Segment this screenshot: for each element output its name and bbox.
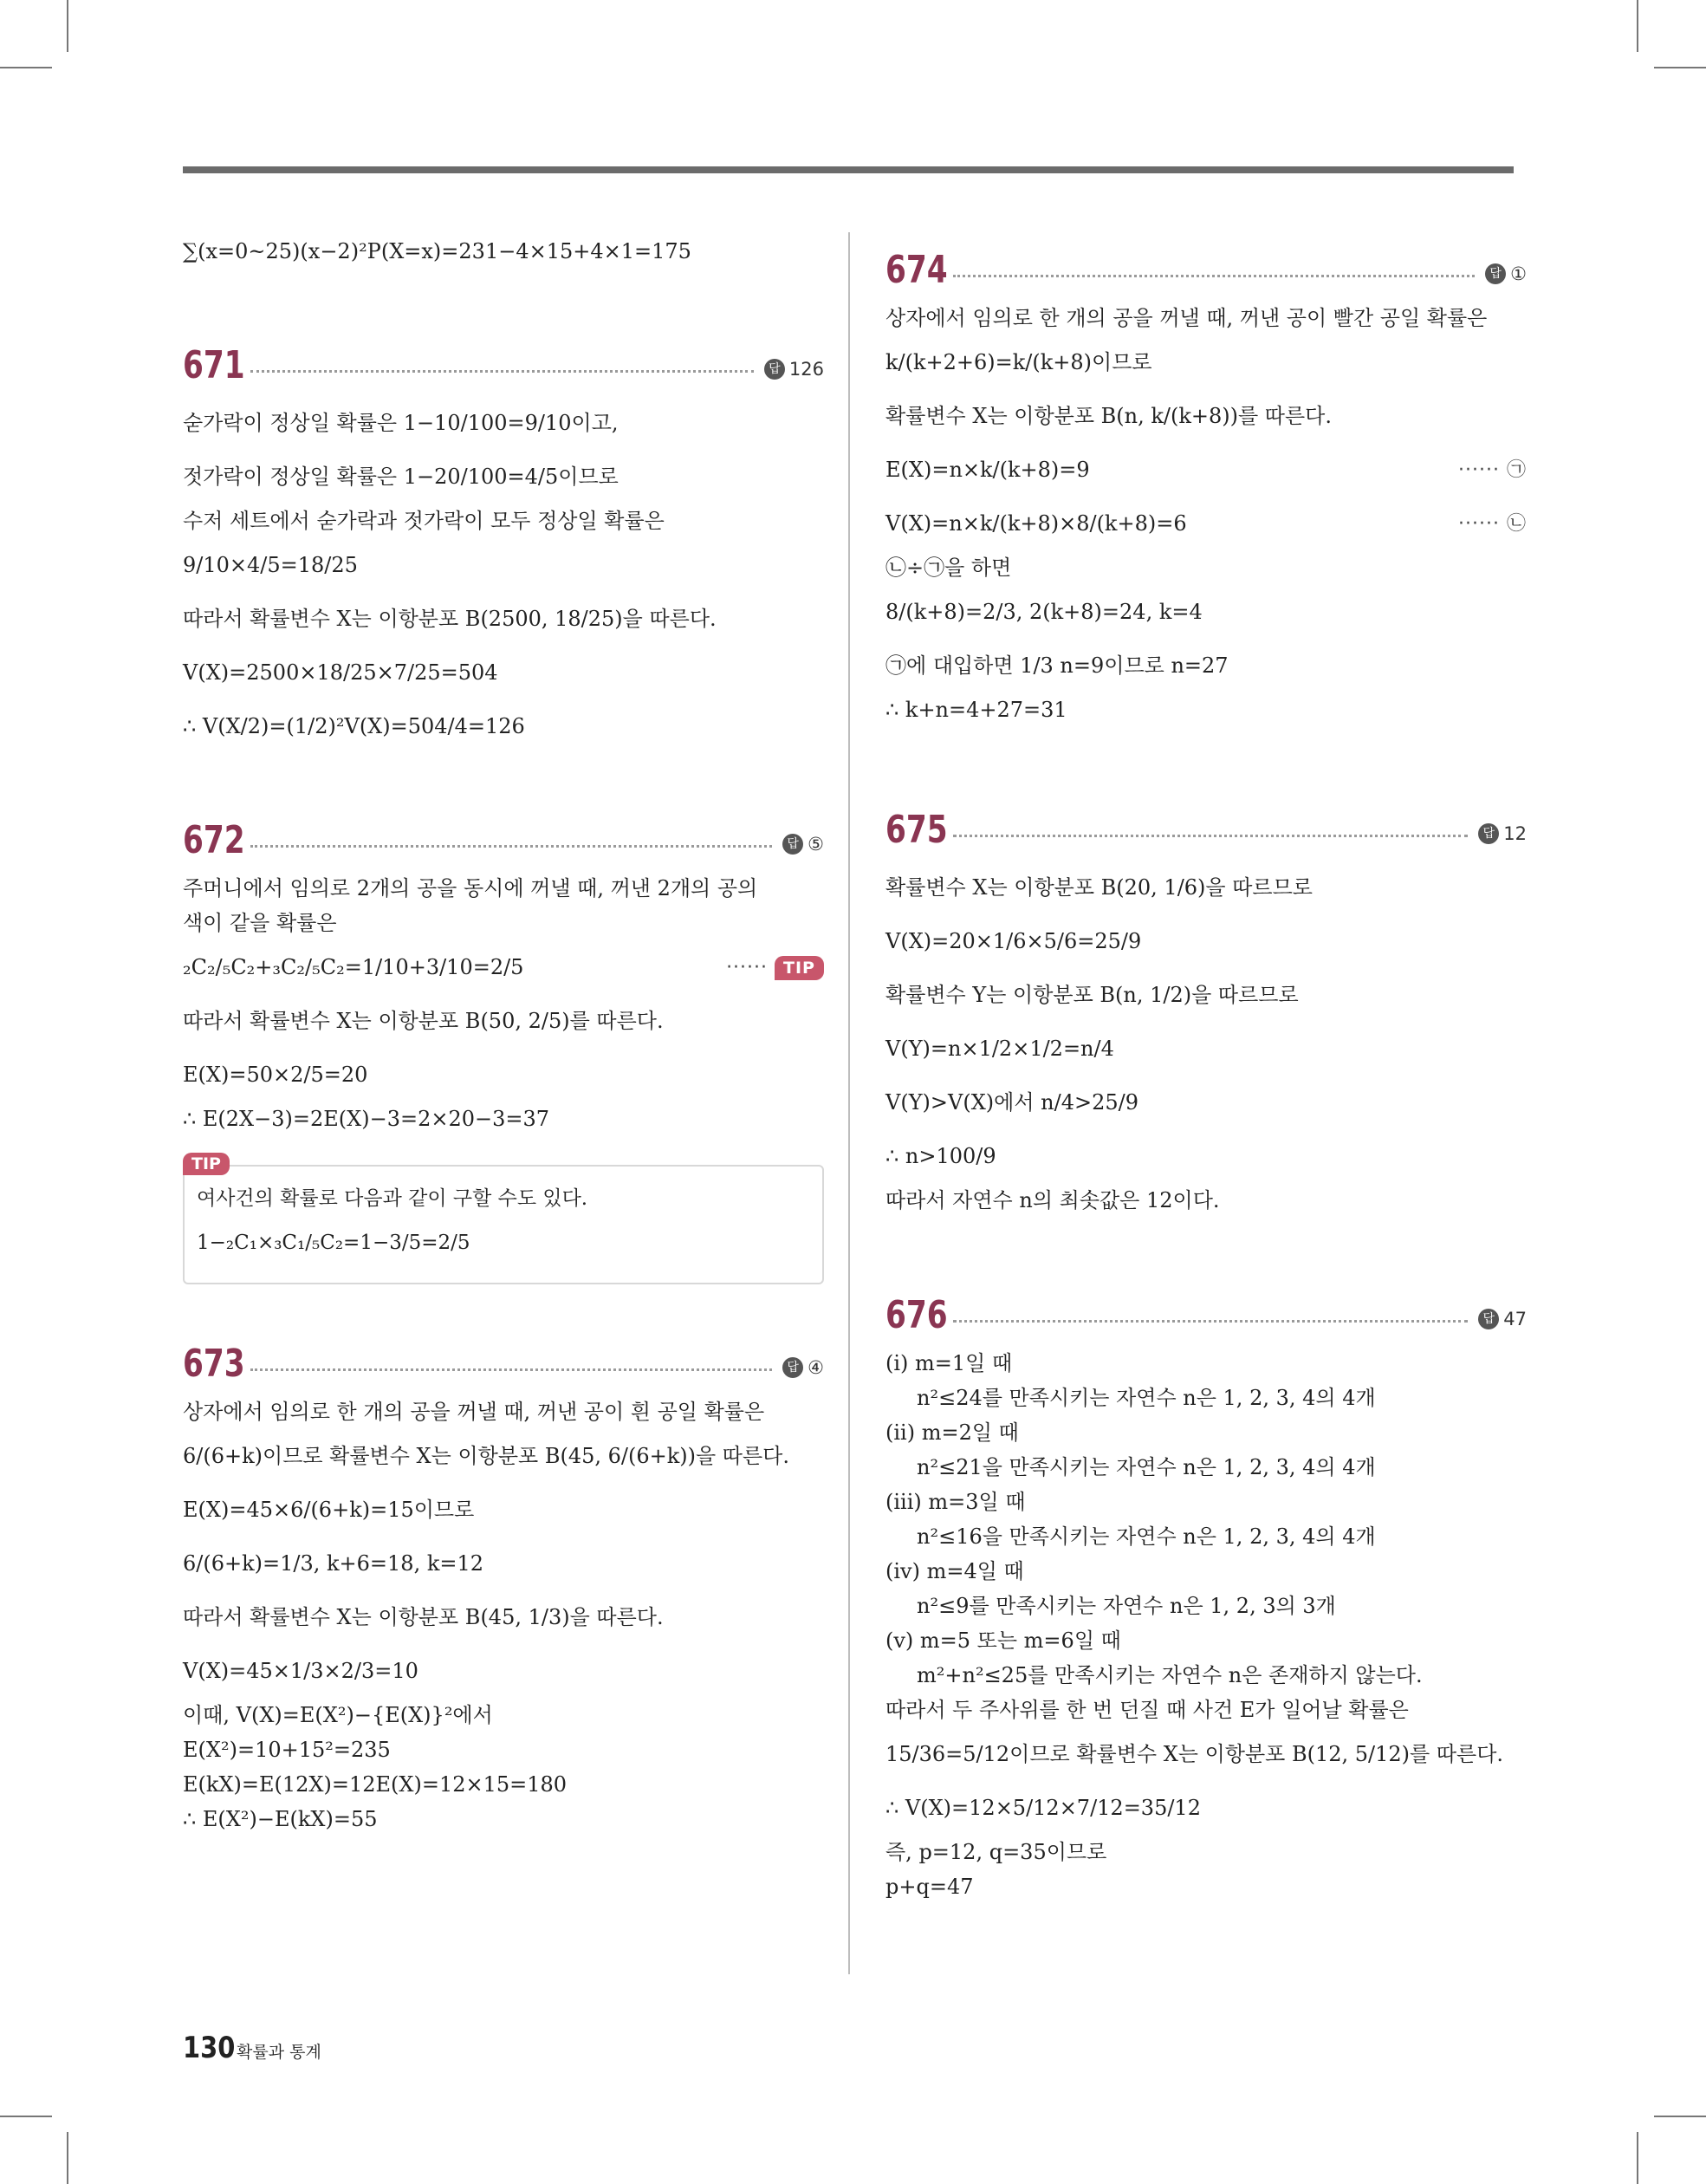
case-heading: (iii) m=3일 때 [885,1490,1026,1515]
solution-line: 따라서 확률변수 X는 이항분포 B(2500, 18/25)을 따른다. [183,607,717,632]
solution-line: 상자에서 임의로 한 개의 공을 꺼낼 때, 꺼낸 공이 빨간 공일 확률은 [885,306,1488,331]
section-title: 확률과 통계 [237,2043,321,2062]
solution-line: 수저 세트에서 숟가락과 젓가락이 모두 정상일 확률은 [183,509,665,534]
problem-671 [183,321,824,754]
case-heading: (i) m=1일 때 [885,1351,1013,1376]
answer-value: ④ [808,1357,824,1378]
tip-marker: ······ TIP [726,956,824,981]
problem-number: 676 [885,1293,948,1337]
solution-line: 6/(6+k)=1/3, k+6=18, k=12 [183,1551,484,1576]
case-detail: n²≤21을 만족시키는 자연수 n은 1, 2, 3, 4의 4개 [917,1455,1376,1480]
problem-header [885,785,1527,852]
solution-line: 8/(k+8)=2/3, 2(k+8)=24, k=4 [885,600,1203,625]
solution-line: ∴ E(X²)−E(kX)=55 [183,1807,378,1832]
answer-value: 126 [788,359,824,380]
solution-line: V(X)=2500×18/25×7/25=504 [183,660,498,686]
answer [1485,263,1527,284]
leader-dots [250,370,754,373]
solution-line: ∴ n>100/9 [885,1144,996,1169]
answer-icon: 답 [1478,823,1499,844]
answer-value: ⑤ [808,834,824,855]
crop-mark [0,67,52,68]
solution-line: p+q=47 [885,1875,974,1900]
case-heading: (v) m=5 또는 m=6일 때 [885,1628,1121,1654]
solution-line: E(X)=50×2/5=20 [183,1063,368,1088]
crop-mark [0,2116,52,2117]
problem-header [885,1271,1527,1335]
problem-header [183,321,824,385]
leader-dots [953,835,1468,837]
page-footer [183,2031,321,2065]
leader-dots [953,275,1475,277]
answer-icon: 답 [1478,1309,1499,1329]
case-heading: (ii) m=2일 때 [885,1420,1019,1446]
answer [764,359,824,380]
solution-line: E(X)=45×6/(6+k)=15이므로 [183,1498,475,1523]
crop-mark [67,0,68,52]
crop-mark [1637,0,1638,52]
solution-line: V(X)=20×1/6×5/6=25/9 [885,929,1142,954]
solution-line: 따라서 확률변수 X는 이항분포 B(45, 1/3)을 따른다. [183,1605,664,1630]
tip-box [183,1154,824,1284]
solution-line: 즉, p=12, q=35이므로 [885,1840,1107,1865]
answer [1478,1309,1527,1329]
case-detail: n²≤24를 만족시키는 자연수 n은 1, 2, 3, 4의 4개 [917,1386,1376,1411]
problem-675 [885,785,1527,1219]
problem-number: 673 [183,1342,245,1386]
solution-line: ㉡÷㉠을 하면 [885,556,1012,581]
solution-line: 따라서 자연수 n의 최솟값은 12이다. [885,1188,1220,1213]
solution-line: 따라서 확률변수 X는 이항분포 B(50, 2/5)를 따른다. [183,1009,664,1034]
problem-header [183,1319,824,1386]
solution-line: ∴ V(X)=12×5/12×7/12=35/12 [885,1796,1201,1821]
solution-line: V(X)=45×1/3×2/3=10 [183,1659,418,1684]
solution-line: k/(k+2+6)=k/(k+8)이므로 [885,350,1152,375]
column-divider [848,232,850,1974]
problem-header [183,796,824,860]
problem-672 [183,796,824,1284]
answer [782,834,824,855]
right-column [885,225,1527,1905]
problem-674 [885,225,1527,728]
leader-dots [250,845,772,848]
answer-value: 47 [1503,1309,1527,1329]
tip-label: TIP [183,1153,230,1175]
case-detail: m²+n²≤25를 만족시키는 자연수 n은 존재하지 않는다. [917,1663,1423,1688]
tip-line: 여사건의 확률로 다음과 같이 구할 수도 있다. [197,1187,588,1211]
page-number: 130 [183,2031,236,2065]
solution-line: V(Y)=n×1/2×1/2=n/4 [885,1037,1114,1062]
leader-dots [250,1368,772,1371]
solution-line: E(X²)=10+15²=235 [183,1738,391,1763]
solution-text: E(X)=n×k/(k+8)=9 [885,458,1090,483]
left-column [183,225,824,1837]
solution-line [885,444,1527,497]
problem-number: 674 [885,248,948,292]
crop-mark [1654,67,1706,68]
top-rule [183,166,1514,173]
crop-mark [1654,2116,1706,2117]
solution-line: 색이 같을 확률은 [183,911,337,936]
solution-line: 9/10×4/5=18/25 [183,553,358,578]
solution-line [183,941,824,995]
answer-icon: 답 [764,359,785,380]
answer-value: 12 [1503,823,1527,844]
crop-mark [67,2132,68,2184]
answer-icon: 답 [782,834,803,855]
solution-line: E(kX)=E(12X)=12E(X)=12×15=180 [183,1772,568,1797]
equation-mark: ······ ㉠ [1458,458,1527,481]
case-detail: n²≤9를 만족시키는 자연수 n은 1, 2, 3의 3개 [917,1594,1336,1619]
answer-icon: 답 [1485,263,1506,284]
equation-mark: ······ ㉡ [1458,512,1527,535]
solution-line: 확률변수 X는 이항분포 B(20, 1/6)을 따르므로 [885,875,1313,900]
solution-line [885,497,1527,551]
solution-text: ₂C₂/₅C₂+₃C₂/₅C₂=1/10+3/10=2/5 [183,955,524,980]
solution-line: 확률변수 X는 이항분포 B(n, k/(k+8))를 따른다. [885,404,1332,429]
problem-673 [183,1319,824,1837]
answer-icon: 답 [782,1357,803,1378]
answer [1478,823,1527,844]
solution-line: 젓가락이 정상일 확률은 1−20/100=4/5이므로 [183,465,619,490]
case-detail: n²≤16을 만족시키는 자연수 n은 1, 2, 3, 4의 4개 [917,1524,1376,1550]
solution-line: 숟가락이 정상일 확률은 1−10/100=9/10이고, [183,411,619,436]
problem-number: 671 [183,343,245,387]
solution-line: 주머니에서 임의로 2개의 공을 동시에 꺼낼 때, 꺼낸 2개의 공의 [183,876,758,901]
solution-line: ㉠에 대입하면 1/3 n=9이므로 n=27 [885,653,1229,679]
solution-line: 6/(6+k)이므로 확률변수 X는 이항분포 B(45, 6/(6+k))을 따른다. [183,1444,789,1469]
solution-line: V(Y)>V(X)에서 n/4>25/9 [885,1090,1138,1115]
solution-line: 이때, V(X)=E(X²)−{E(X)}²에서 [183,1703,493,1728]
solution-line: 따라서 두 주사위를 한 번 던질 때 사건 E가 일어날 확률은 [885,1698,1409,1723]
answer [782,1357,824,1378]
tip-tag: TIP [775,956,824,981]
solution-line: ∴ k+n=4+27=31 [885,698,1067,723]
solution-text: V(X)=n×k/(k+8)×8/(k+8)=6 [885,511,1187,536]
solution-line: 상자에서 임의로 한 개의 공을 꺼낼 때, 꺼낸 공이 흰 공일 확률은 [183,1400,765,1425]
solution-line: 15/36=5/12이므로 확률변수 X는 이항분포 B(12, 5/12)를 따른다. [885,1742,1504,1767]
crop-mark [1637,2132,1638,2184]
solution-line: ∴ V(X/2)=(1/2)²V(X)=504/4=126 [183,714,525,739]
problem-676 [885,1271,1527,1905]
problem-number: 672 [183,818,245,862]
solution-line: ∴ E(2X−3)=2E(X)−3=2×20−3=37 [183,1107,550,1132]
intro-line: ∑(x=0~25)(x−2)²P(X=x)=231−4×15+4×1=175 [183,239,691,264]
leader-dots [953,1320,1468,1323]
tip-line: 1−₂C₁×₃C₁/₅C₂=1−3/5=2/5 [197,1232,470,1255]
problem-number: 675 [885,808,948,852]
solution-line: 확률변수 Y는 이항분포 B(n, 1/2)을 따르므로 [885,983,1299,1008]
problem-header [885,225,1527,292]
case-heading: (iv) m=4일 때 [885,1559,1024,1584]
answer-value: ① [1510,263,1527,284]
